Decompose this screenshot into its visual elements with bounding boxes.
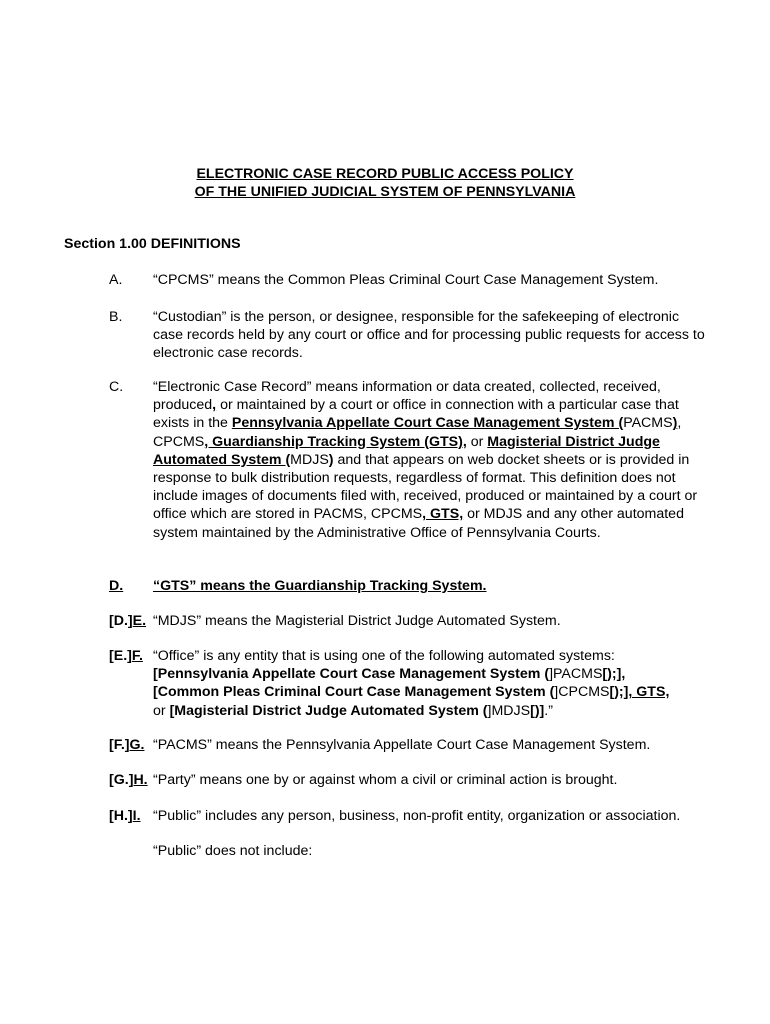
inserted-text: , GTS, <box>422 506 464 523</box>
definition-label: B. <box>109 309 123 325</box>
definition-label <box>109 807 141 825</box>
definition-label <box>109 736 144 754</box>
text-segment: “Electronic Case Record” means information or data created, collected, received, produced <box>153 379 661 414</box>
inserted-label: I. <box>132 808 141 824</box>
inserted-label: F. <box>131 648 143 664</box>
definition-text <box>153 807 709 860</box>
deleted-text: [Common Pleas Criminal Court Case Management System ( <box>153 684 555 701</box>
definition-label: A. <box>109 272 123 288</box>
definition-text: “PACMS” means the Pennsylvania Appellate Court Case Management System. <box>153 737 651 753</box>
deleted-text: [);] <box>602 666 622 683</box>
deleted-text: [Pennsylvania Appellate Court Case Management System ( <box>153 666 550 683</box>
text-segment: .” <box>544 702 553 719</box>
definition-text: “Party” means one by or against whom a civil or criminal action is brought. <box>153 772 618 788</box>
deleted-label: [F.] <box>109 737 130 753</box>
inserted-text: Magisterial District Judge Automated System ( <box>153 433 660 468</box>
inserted-label: E. <box>132 613 147 629</box>
definition-text: “CPCMS” means the Common Pleas Criminal Court Case Management System. <box>153 272 659 288</box>
document-title-line-1: ELECTRONIC CASE RECORD PUBLIC ACCESS POLICY <box>196 166 574 182</box>
text-line <box>153 702 709 720</box>
definition-label: D. <box>109 578 124 594</box>
deleted-label: [G.] <box>109 772 134 788</box>
definition-c <box>109 378 709 542</box>
inserted-text: , Guardianship Tracking System (GTS), <box>204 433 467 450</box>
deleted-text: [)] <box>530 702 545 719</box>
definition-label <box>109 612 146 630</box>
deleted-text: [Magisterial District Judge Automated System ( <box>169 702 488 719</box>
inserted-label: H. <box>133 772 148 788</box>
definition-text: “MDJS” means the Magisterial District Judge Automated System. <box>153 613 561 629</box>
inserted-text: ) <box>328 451 334 468</box>
text-segment: PACMS <box>623 415 673 432</box>
definition-a <box>109 271 709 289</box>
definition-i <box>109 807 709 860</box>
deleted-label: [E.] <box>109 648 132 664</box>
definition-g <box>109 736 709 754</box>
definition-label: C. <box>109 379 124 395</box>
inserted-label: G. <box>129 737 145 753</box>
definition-label <box>109 771 148 789</box>
definition-text <box>153 378 709 542</box>
text-segment: and that appears on web docket sheets or is provided in response to bulk distribution requests, regardless of format. This definition does not include images of documents filed with, received, produced or maintained by a court or office which are stored in PACMS, CPCMS <box>153 451 698 523</box>
inserted-text: ) <box>672 415 678 432</box>
text-paragraph: “Public” includes any person, business, non-profit entity, organization or association. <box>153 808 681 824</box>
definition-d <box>109 577 709 595</box>
definition-text: “Custodian” is the person, or designee, responsible for the safekeeping of electronic case records held by any court or office and for processing public requests for access to electronic case records. <box>153 309 705 362</box>
definition-e <box>109 612 709 630</box>
text-line <box>153 665 709 683</box>
inserted-text: , GTS, <box>628 684 670 701</box>
deleted-label: [H.] <box>109 808 133 824</box>
deleted-text: [);] <box>609 684 629 701</box>
text-line <box>153 683 709 701</box>
text-segment: , CPCMS <box>153 415 682 450</box>
text-segment: or MDJS and any other automated system maintained by the Administrative Office of Pennsylvania Courts. <box>153 506 684 541</box>
document-title-line-2: OF THE UNIFIED JUDICIAL SYSTEM OF PENNSYLVANIA <box>194 184 576 200</box>
text-segment: or <box>466 433 488 450</box>
section-heading: Section 1.00 DEFINITIONS <box>64 236 241 252</box>
text-line: “Office” is any entity that is using one of the following automated systems: <box>153 648 615 664</box>
inserted-text: Pennsylvania Appellate Court Case Management System ( <box>231 415 624 432</box>
text-segment: ]MDJS <box>487 702 531 719</box>
definition-b <box>109 308 709 363</box>
definition-text <box>153 647 709 720</box>
deleted-label: [D.] <box>109 613 133 629</box>
definition-text: “GTS” means the Guardianship Tracking System. <box>153 578 487 594</box>
inserted-text: , <box>621 666 626 683</box>
text-paragraph: “Public” does not include: <box>153 843 313 860</box>
definition-f <box>109 647 709 720</box>
text-segment: or <box>153 702 170 719</box>
inserted-text: , <box>212 397 217 414</box>
definition-h <box>109 771 709 789</box>
text-segment: ]CPCMS <box>554 684 610 701</box>
definition-label <box>109 647 143 665</box>
text-segment: MDJS <box>290 451 329 468</box>
text-segment: ]PACMS <box>549 666 603 683</box>
text-segment: or maintained by a court or office in connection with a particular case that exists in the <box>153 397 679 432</box>
